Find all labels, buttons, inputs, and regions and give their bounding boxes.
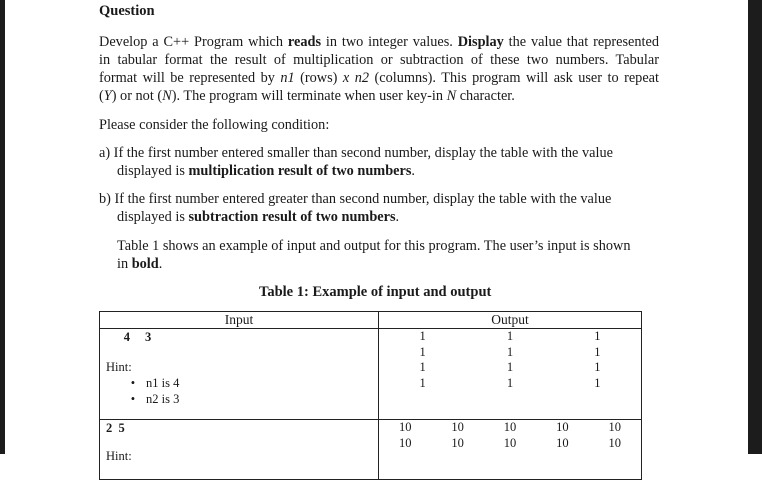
row2-input-values: 2 5: [106, 421, 125, 435]
bullet-icon: •: [130, 392, 136, 406]
output-row: [379, 329, 641, 345]
window-frame-left: [0, 0, 5, 454]
question-heading: Question: [99, 3, 155, 19]
output-value: 10: [556, 420, 569, 434]
table-note-line-2: in bold.: [117, 256, 163, 272]
row1-input-n1: 4: [123, 330, 130, 344]
condition-b-line-1: b) If the first number entered greater than second number, display the table with the value: [99, 191, 612, 207]
table-note-line-1: Table 1 shows an example of input and output for this program. The user’s input is shown: [117, 238, 631, 254]
condition-a-line-2: displayed is multiplication result of two numbers.: [117, 163, 415, 179]
table-header-row: [100, 312, 642, 329]
row2-output-grid: [379, 420, 641, 451]
output-value: 10: [451, 435, 464, 450]
output-value: 10: [451, 420, 464, 434]
intro-line-3: format will be represented by n1 (rows) x n2 (columns). This program will ask user to repeat: [99, 70, 659, 86]
output-value: 10: [398, 420, 412, 434]
row1-input-n2: 3: [145, 330, 152, 344]
output-value: 10: [556, 435, 569, 450]
output-value: 1: [594, 344, 601, 359]
header-output: Output: [379, 312, 642, 329]
intro-line-4: (Y) or not (N). The program will terminate when user key-in N character.: [99, 88, 515, 104]
output-value: 1: [506, 360, 514, 374]
intro-line-1: Develop a C++ Program which reads in two integer values. Display the value that represented: [99, 34, 659, 50]
bullet-icon: •: [130, 376, 136, 390]
output-value: 1: [419, 344, 426, 359]
header-input: Input: [100, 312, 379, 329]
io-example-table: [99, 311, 642, 480]
output-row: [379, 345, 641, 361]
row2-hint-label: Hint:: [106, 449, 132, 463]
output-value: 1: [506, 375, 514, 390]
condition-a-line-1: a) If the first number entered smaller than second number, display the table with the value: [99, 145, 613, 161]
row2-output-cell: [379, 420, 642, 480]
output-value: 10: [608, 435, 622, 450]
output-value: 1: [419, 360, 426, 374]
row1-input-values: [100, 329, 378, 345]
output-value: 1: [506, 344, 514, 359]
row1-hint-item: • n2 is 3: [100, 391, 378, 407]
row1-output-grid: [379, 329, 641, 391]
output-value: 1: [594, 360, 601, 374]
output-value: 10: [503, 435, 517, 450]
output-value: 1: [594, 329, 601, 343]
output-row: [379, 436, 641, 452]
intro-line-2: in tabular format the result of multiplication or subtraction of these two numbers. Tabular: [99, 52, 659, 68]
row1-input-cell: [100, 329, 379, 420]
table-row-2: [100, 420, 642, 480]
row1-hint-label: Hint:: [106, 360, 132, 374]
output-row: [379, 376, 641, 392]
condition-b-line-2: displayed is subtraction result of two numbers.: [117, 209, 400, 225]
output-value: 10: [608, 420, 622, 434]
consider-text: Please consider the following condition:: [99, 117, 330, 133]
output-value: 1: [506, 329, 514, 343]
table-row-1: [100, 329, 642, 420]
output-value: 10: [398, 435, 412, 450]
table-caption: Table 1: Example of input and output: [259, 284, 492, 300]
output-value: 1: [419, 329, 426, 343]
row1-output-cell: [379, 329, 642, 420]
window-frame-right: [748, 0, 762, 454]
output-row: [379, 420, 641, 436]
output-row: [379, 360, 641, 376]
row1-hint-item: • n1 is 4: [100, 375, 378, 391]
output-value: 10: [503, 420, 517, 434]
row2-input-cell: [100, 420, 379, 480]
output-value: 1: [419, 375, 426, 390]
output-value: 1: [594, 375, 601, 390]
